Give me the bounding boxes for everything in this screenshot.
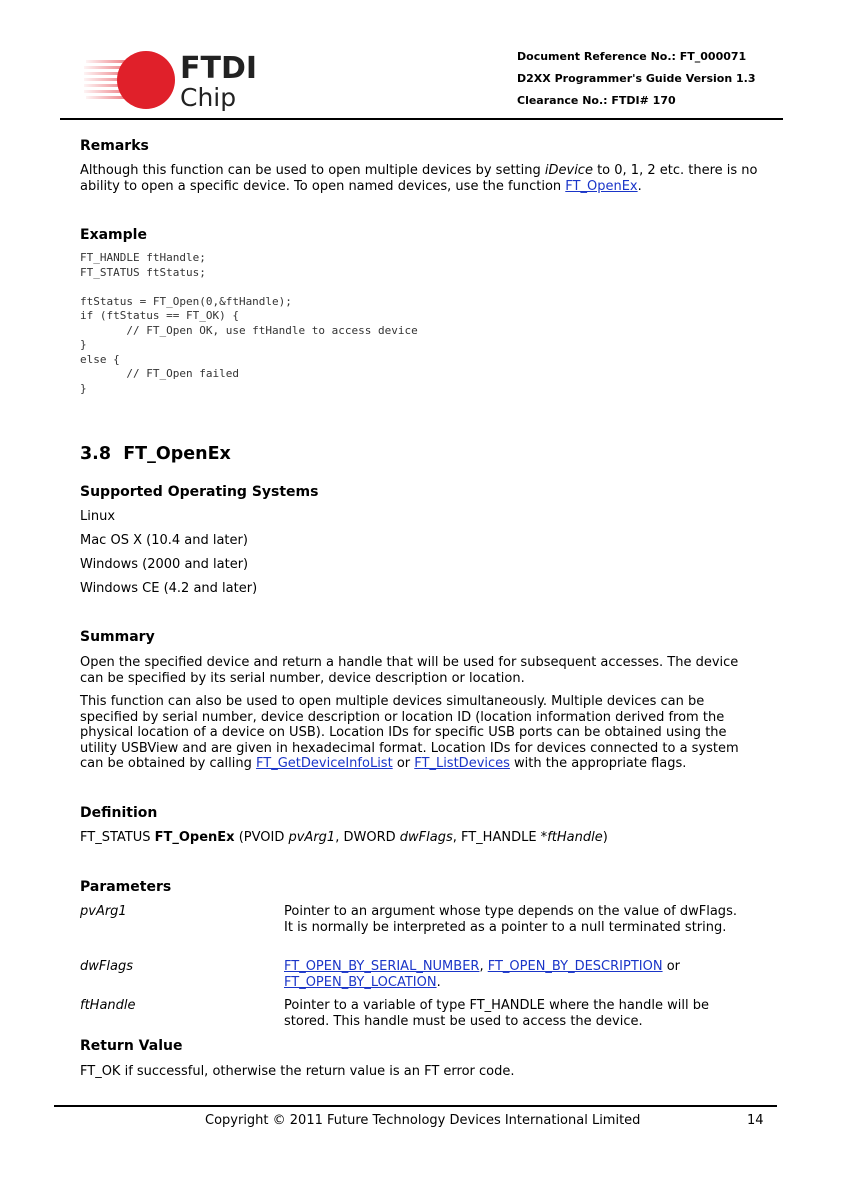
param-pvarg1-desc: Pointer to an argument whose type depends on the value of dwFlags. It is normally be interpreted as a pointer to a null terminated string. xyxy=(284,904,737,935)
example-code: FT_HANDLE ftHandle; FT_STATUS ftStatus; ftStatus = FT_Open(0,&ftHandle); if (ftStatus == FT_OK) { // FT_Open OK, use ftHandle to access device } else { // FT_Open failed } xyxy=(80,251,418,395)
ft-listdevices-link[interactable]: FT_ListDevices xyxy=(414,756,510,771)
summary-heading: Summary xyxy=(80,629,155,645)
ft-open-by-serial-number-link[interactable]: FT_OPEN_BY_SERIAL_NUMBER xyxy=(284,959,480,974)
header-rule xyxy=(60,118,783,120)
os-item-windows: Windows (2000 and later) xyxy=(80,557,249,572)
ftdi-logo xyxy=(84,48,258,114)
param-dwflags-name: dwFlags xyxy=(80,959,133,974)
param-fthandle-name: ftHandle xyxy=(80,998,136,1013)
summary-paragraph-1: Open the specified device and return a handle that will be used for subsequent accesses. The device can be specified by its serial number, device description or location. xyxy=(80,655,739,686)
ft-open-by-location-link[interactable]: FT_OPEN_BY_LOCATION xyxy=(284,974,437,990)
ft-openex-link[interactable]: FT_OpenEx xyxy=(565,178,638,194)
return-value-text: FT_OK if successful, otherwise the return value is an FT error code. xyxy=(80,1064,515,1079)
definition-heading: Definition xyxy=(80,805,158,821)
parameters-heading: Parameters xyxy=(80,879,172,895)
os-heading: Supported Operating Systems xyxy=(80,484,319,500)
doc-reference: Document Reference No.: FT_000071 xyxy=(517,50,747,63)
example-heading: Example xyxy=(80,227,147,243)
ft-open-by-description-link[interactable]: FT_OPEN_BY_DESCRIPTION xyxy=(487,959,663,974)
param-pvarg1-name: pvArg1 xyxy=(80,904,127,919)
summary-paragraph-2: This function can also be used to open multiple devices simultaneously. Multiple devices can be specified by serial number, device description or location ID (location information derived from the physical location of a device on USB). Location IDs for specific USB ports can be obtained using the utility USBView and are given in hexadecimal format. Location IDs for devices connected to a system can be obtained by calling FT_GetDeviceInfoList or FT_ListDevices with the appropriate flags. xyxy=(80,694,739,771)
clearance-number: Clearance No.: FTDI# 170 xyxy=(517,94,676,107)
guide-version: D2XX Programmer's Guide Version 1.3 xyxy=(517,72,756,85)
os-item-linux: Linux xyxy=(80,509,116,524)
footer-copyright: Copyright © 2011 Future Technology Devices International Limited xyxy=(205,1113,641,1128)
remarks-heading: Remarks xyxy=(80,138,149,154)
section-title: 3.8 FT_OpenEx xyxy=(80,444,231,464)
param-fthandle-desc: Pointer to a variable of type FT_HANDLE where the handle will be stored. This handle must be used to access the device. xyxy=(284,998,709,1029)
definition-signature: FT_STATUS FT_OpenEx (PVOID pvArg1, DWORD dwFlags, FT_HANDLE *ftHandle) xyxy=(80,830,608,845)
param-dwflags-desc: FT_OPEN_BY_SERIAL_NUMBER, FT_OPEN_BY_DESCRIPTION or FT_OPEN_BY_LOCATION. xyxy=(284,959,680,990)
footer-rule xyxy=(54,1105,777,1107)
ft-getdeviceinfolist-link[interactable]: FT_GetDeviceInfoList xyxy=(256,756,393,771)
page-number: 14 xyxy=(747,1113,764,1128)
logo-text-bottom: Chip xyxy=(180,83,237,112)
remarks-text: Although this function can be used to open multiple devices by setting iDevice to 0, 1, 2 etc. there is no ability to open a specific device. To open named devices, use the function FT_OpenEx. xyxy=(80,163,758,194)
os-item-windows-ce: Windows CE (4.2 and later) xyxy=(80,581,258,596)
os-item-mac: Mac OS X (10.4 and later) xyxy=(80,533,248,548)
return-value-heading: Return Value xyxy=(80,1038,183,1054)
logo-text-top: FTDI xyxy=(180,51,258,86)
